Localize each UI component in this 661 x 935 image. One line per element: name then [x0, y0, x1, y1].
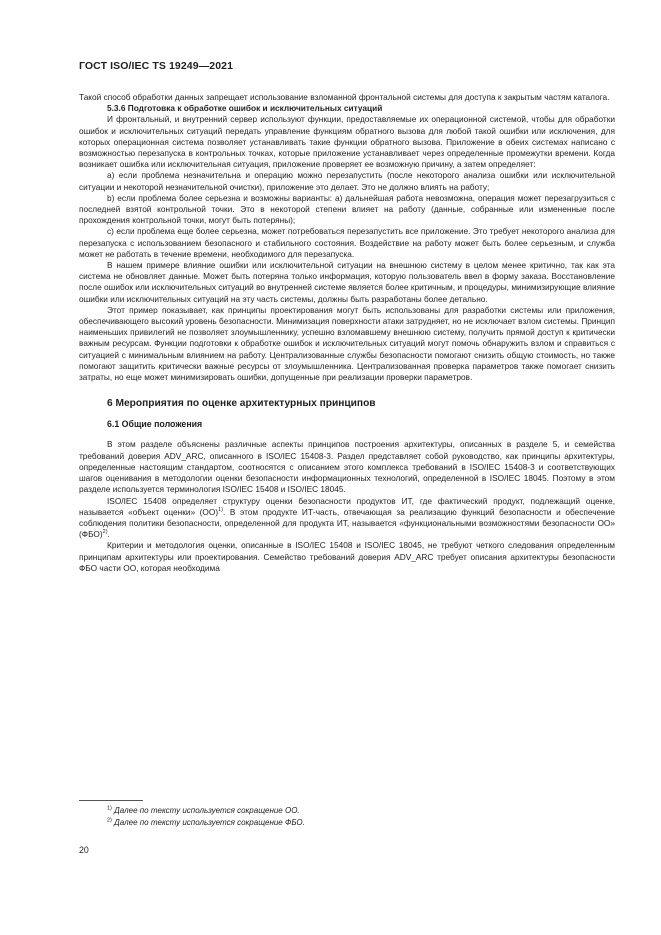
- footnote-text: Далее по тексту используется сокращение ФБО.: [114, 818, 305, 827]
- paragraph: И фронтальный, и внутренний сервер используют функции, предоставляемые их операционной системой, чтобы для обработки ошибок и исключительных ситуаций передать управление функциям обратного вызова для любой такой ошибки или исключения, для которых операционная система позволяет устанавливать такие функции обратного вызова. Приложение в обеих системах написано с возможностью перезапуска в контрольных точках, которые приложение устанавливает через определенные промежутки времени. Когда возникает ошибка или исключительная ситуация, приложение проверяет ее возможную причину, а затем определяет:: [79, 114, 615, 170]
- footnote-text: Далее по тексту используется сокращение ОО.: [114, 806, 300, 815]
- paragraph-text: .: [107, 529, 110, 540]
- footnote-mark: 2): [107, 817, 112, 824]
- footnote: [79, 805, 615, 817]
- document-header: ГОСТ ISO/IEC TS 19249—2021: [79, 60, 234, 72]
- footnote: [79, 817, 615, 829]
- subsection-heading: 5.3.6 Подготовка к обработке ошибок и исключительных ситуаций: [107, 103, 383, 114]
- list-item: c) если проблема еще более серьезна, может потребоваться перезапустить все приложение. Это требует некоторого анализа для перезапуска с использованием безопасного и стабильного состояния. Воздействие на работу может быть более серьезным, и служба может не работать в течение времени, необходимого для перезапуска.: [79, 226, 615, 259]
- footnote-ref[interactable]: 1): [218, 506, 223, 513]
- paragraph: Критерии и методология оценки, описанные в ISO/IEC 15408 и ISO/IEC 18045, не требуют четкого следования определенным принципам архитектуры или проектирования. Семейство требований доверия ADV_ARC требует описания архитектуры безопасности ФБО части ОО, которая необходима: [79, 540, 615, 573]
- footnotes: [79, 800, 615, 829]
- page-number: 20: [79, 845, 89, 855]
- footnote-ref[interactable]: 2): [102, 529, 108, 536]
- paragraph: [79, 496, 615, 541]
- subsection-heading: 6.1 Общие положения: [107, 419, 203, 430]
- paragraph: В этом разделе объяснены различные аспекты принципов построения архитектуры, описанных в разделе 5, и семейства требований доверия ADV_ARC, описанного в ISO/IEC 15408-3. Раздел представляет собой руководство, как принципы архитектуры, определенные настоящим стандартом, соотносятся с описанием этого комплекса требований в ISO/IEC 15408-3 и соответствующих шагов оценивания в методологии оценки безопасности информационных технологий, определенной в ISO/IEC 18045. Поэтому в этом разделе используется терминология ISO/IEC 15408 и ISO/IEC 18045.: [79, 439, 615, 495]
- footnote-mark: 1): [107, 805, 112, 812]
- list-item: а) если проблема незначительна и операцию можно перезапустить (после некоторого анализа ошибки или исключительной ситуации и некоторой незначительной очистки), приложение это делает. Это не должно влиять на работу;: [79, 170, 615, 192]
- section-heading: 6 Мероприятия по оценке архитектурных принципов: [107, 398, 376, 410]
- main-text: [79, 92, 615, 574]
- paragraph: Этот пример показывает, как принципы проектирования могут быть использованы для разработки системы или приложения, обеспечивающего высокий уровень безопасности. Минимизация поверхности атаки затрудняет, но не исключает взлом системы. Принцип наименьших привилегий не позволяет злоумышленнику, успешно взломавшему внешнюю систему, получить прямой доступ к критически важным ресурсам. Функции подготовки к обработке ошибок и исключительных ситуаций могут помочь обнаружить взлом и справиться с ситуацией с минимальным влиянием на работу. Централизованные службы безопасности помогают снизить общую стоимость, но также помогают защитить критически важные ресурсы от злоумышленника. Централизованная проверка параметров также помогает снизить затраты, но еще может минимизировать ошибки, допущенные при реализации проверки параметров.: [79, 304, 615, 383]
- paragraph: Такой способ обработки данных запрещает использование взломанной фронтальной системы для доступа к закрытым частям каталога.: [79, 92, 610, 102]
- paragraph-text: . В этом продукте ИТ-часть, отвечающая за реализацию функций безопасности и обеспечение соблюдения политики безопасности, определенной для продукта ИТ, называется «функциональными возможностями безопасности ОО» (ФБО): [79, 506, 615, 540]
- footnote-divider: [79, 800, 143, 801]
- paragraph: В нашем примере влияние ошибки или исключительной ситуации на внешнюю систему в целом менее критично, так как эта система не обновляет данные. Может быть потеряна только информация, которую пользователь ввел в форму заказа. Восстановление после ошибок или исключительных ситуаций во внутренней системе является более критичным, и процедуры, минимизирующие влияние ошибки или исключительных ситуаций на эту часть системы, должны быть разработаны более детально.: [79, 260, 615, 304]
- list-item: b) если проблема более серьезна и возможны варианты: а) дальнейшая работа невозможна, операция может перезагрузиться с последней взятой контрольной точки. Это в некоторой степени влияет на работу (данные, собранные или измененные после прохождения контрольной точки, могут быть потеряны);: [79, 192, 615, 226]
- paragraph-text: ISO/IEC 15408 определяет структуру оценки безопасности продуктов ИТ, где фактический продукт, подлежащий оценке, называется «объект оценки» (ОО): [79, 495, 615, 517]
